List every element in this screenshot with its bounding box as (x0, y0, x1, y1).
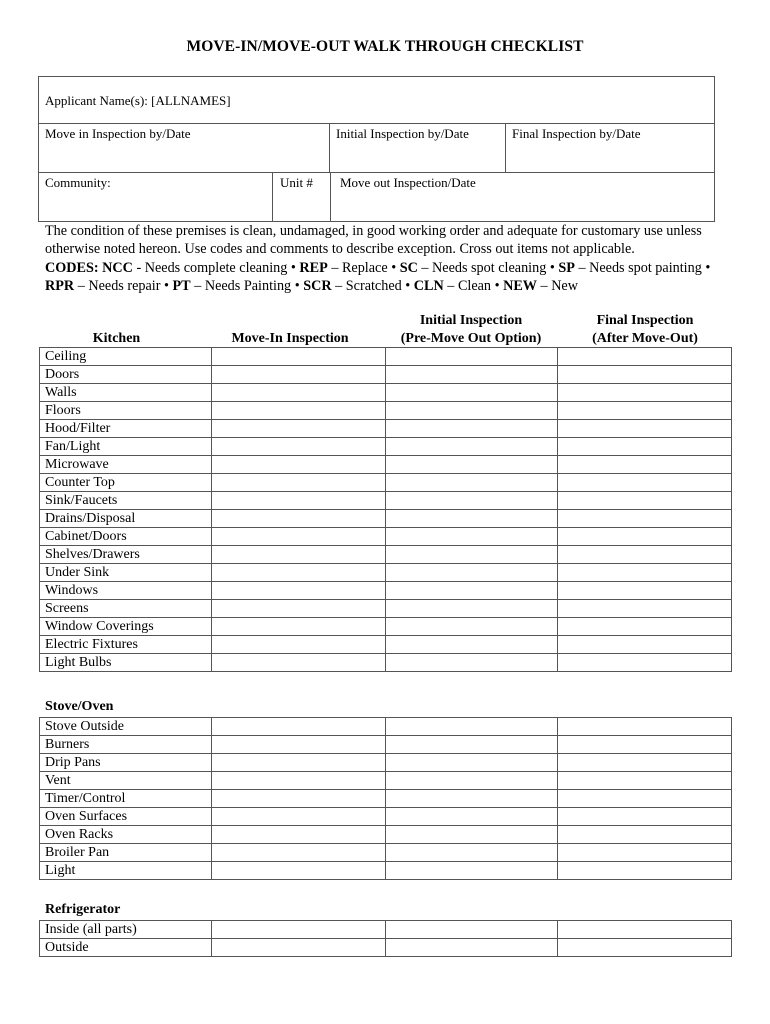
initial-cell[interactable] (386, 510, 558, 528)
table-row (40, 438, 732, 456)
move-in-cell[interactable] (212, 736, 386, 754)
final-cell[interactable] (558, 618, 732, 636)
table-row (40, 402, 732, 420)
move-in-cell[interactable] (212, 826, 386, 844)
move-in-cell[interactable] (212, 600, 386, 618)
move-in-cell[interactable] (212, 564, 386, 582)
item-label: Light (40, 862, 212, 880)
item-label: Oven Racks (40, 826, 212, 844)
table-row (40, 772, 732, 790)
move-in-cell[interactable] (212, 754, 386, 772)
unit-field[interactable]: Unit # (280, 175, 313, 190)
item-label: Hood/Filter (40, 420, 212, 438)
final-cell[interactable] (558, 438, 732, 456)
initial-cell[interactable] (386, 939, 558, 957)
initial-cell[interactable] (386, 348, 558, 366)
item-label: Burners (40, 736, 212, 754)
move-in-cell[interactable] (212, 654, 386, 672)
move-in-cell[interactable] (212, 474, 386, 492)
initial-cell[interactable] (386, 921, 558, 939)
table-row (40, 790, 732, 808)
initial-heading: Initial Inspection (Pre-Move Out Option) (400, 313, 542, 346)
item-label: Windows (40, 582, 212, 600)
table-row (40, 921, 732, 939)
refrigerator-heading: Refrigerator (45, 902, 121, 917)
condition-statement: The condition of these premises is clean, undamaged, in good working order and adequate for customary use unless otherwise noted hereon. Use codes and comments to describe exception. Cross out items not applicable. (45, 223, 702, 258)
final-cell[interactable] (558, 582, 732, 600)
item-label: Oven Surfaces (40, 808, 212, 826)
initial-cell[interactable] (386, 438, 558, 456)
table-row (40, 862, 732, 880)
item-label: Broiler Pan (40, 844, 212, 862)
table-row (40, 474, 732, 492)
item-label: Doors (40, 366, 212, 384)
table-row (40, 582, 732, 600)
final-cell[interactable] (558, 736, 732, 754)
item-label: Sink/Faucets (40, 492, 212, 510)
kitchen-table (39, 347, 732, 672)
final-cell[interactable] (558, 772, 732, 790)
item-label: Ceiling (40, 348, 212, 366)
move-in-cell[interactable] (212, 862, 386, 880)
item-label: Stove Outside (40, 718, 212, 736)
move-in-cell[interactable] (212, 420, 386, 438)
initial-cell[interactable] (386, 492, 558, 510)
item-label: Cabinet/Doors (40, 528, 212, 546)
item-label: Shelves/Drawers (40, 546, 212, 564)
initial-cell[interactable] (386, 384, 558, 402)
initial-cell[interactable] (386, 618, 558, 636)
table-row (40, 844, 732, 862)
stove-oven-heading: Stove/Oven (45, 699, 114, 714)
initial-cell[interactable] (386, 600, 558, 618)
item-label: Screens (40, 600, 212, 618)
initial-cell[interactable] (386, 736, 558, 754)
table-row (40, 654, 732, 672)
item-label: Floors (40, 402, 212, 420)
final-cell[interactable] (558, 546, 732, 564)
final-cell[interactable] (558, 844, 732, 862)
initial-cell[interactable] (386, 844, 558, 862)
move-in-cell[interactable] (212, 790, 386, 808)
table-row (40, 636, 732, 654)
move-in-cell[interactable] (212, 366, 386, 384)
initial-cell[interactable] (386, 564, 558, 582)
item-label: Fan/Light (40, 438, 212, 456)
move-in-cell[interactable] (212, 528, 386, 546)
initial-cell[interactable] (386, 808, 558, 826)
move-in-cell[interactable] (212, 348, 386, 366)
move-in-cell[interactable] (212, 582, 386, 600)
initial-cell[interactable] (386, 654, 558, 672)
final-cell[interactable] (558, 420, 732, 438)
move-in-cell[interactable] (212, 492, 386, 510)
final-cell[interactable] (558, 366, 732, 384)
table-row (40, 600, 732, 618)
final-cell[interactable] (558, 790, 732, 808)
item-label: Light Bulbs (40, 654, 212, 672)
table-row (40, 736, 732, 754)
initial-cell[interactable] (386, 402, 558, 420)
initial-inspection-field[interactable]: Initial Inspection by/Date (336, 126, 469, 141)
move-in-cell[interactable] (212, 456, 386, 474)
move-in-cell[interactable] (212, 718, 386, 736)
move-in-cell[interactable] (212, 808, 386, 826)
table-row (40, 348, 732, 366)
community-field[interactable]: Community: (45, 175, 111, 190)
item-label: Outside (40, 939, 212, 957)
final-cell[interactable] (558, 654, 732, 672)
move-in-heading: Move-In Inspection (231, 331, 349, 346)
table-row (40, 384, 732, 402)
item-label: Walls (40, 384, 212, 402)
table-row (40, 939, 732, 957)
item-label: Counter Top (40, 474, 212, 492)
final-cell[interactable] (558, 510, 732, 528)
move-in-cell[interactable] (212, 618, 386, 636)
applicant-name-field[interactable]: Applicant Name(s): [ALLNAMES] (45, 93, 231, 108)
final-cell[interactable] (558, 348, 732, 366)
initial-cell[interactable] (386, 754, 558, 772)
item-label: Window Coverings (40, 618, 212, 636)
move-in-cell[interactable] (212, 546, 386, 564)
final-cell[interactable] (558, 754, 732, 772)
final-cell[interactable] (558, 402, 732, 420)
move-in-cell[interactable] (212, 772, 386, 790)
item-label: Timer/Control (40, 790, 212, 808)
initial-cell[interactable] (386, 826, 558, 844)
move-in-inspection-field[interactable]: Move in Inspection by/Date (45, 126, 191, 141)
initial-cell[interactable] (386, 582, 558, 600)
condition-paragraph: The condition of these premises is clean, undamaged, in good working order and adequate for customary use unless otherwise noted hereon. Use codes and comments to describe exception. Cross out items not applicable. CODES: NCC - Needs complete cleaning • REP – Replace • SC – Needs spot cleaning • SP – Needs spot painting • RPR – Needs repair • PT – Needs Painting • SCR – Scratched • CLN – Clean • NEW – New (45, 223, 711, 295)
fridge-table (39, 920, 732, 957)
table-row (40, 456, 732, 474)
final-cell[interactable] (558, 636, 732, 654)
item-label: Under Sink (40, 564, 212, 582)
initial-cell[interactable] (386, 862, 558, 880)
table-row (40, 546, 732, 564)
move-in-cell[interactable] (212, 844, 386, 862)
initial-cell[interactable] (386, 636, 558, 654)
stove-table (39, 717, 732, 880)
move-out-inspection-field[interactable]: Move out Inspection/Date (340, 175, 476, 190)
final-cell[interactable] (558, 564, 732, 582)
table-row (40, 492, 732, 510)
initial-cell[interactable] (386, 474, 558, 492)
table-row (40, 510, 732, 528)
final-cell[interactable] (558, 474, 732, 492)
final-cell[interactable] (558, 921, 732, 939)
initial-cell[interactable] (386, 718, 558, 736)
final-cell[interactable] (558, 384, 732, 402)
final-heading: Final Inspection (After Move-Out) (592, 313, 698, 346)
initial-cell[interactable] (386, 546, 558, 564)
final-cell[interactable] (558, 718, 732, 736)
final-cell[interactable] (558, 600, 732, 618)
table-row (40, 754, 732, 772)
final-cell[interactable] (558, 939, 732, 957)
initial-cell[interactable] (386, 366, 558, 384)
table-row (40, 564, 732, 582)
move-in-cell[interactable] (212, 636, 386, 654)
item-label: Drains/Disposal (40, 510, 212, 528)
table-row (40, 366, 732, 384)
table-row (40, 808, 732, 826)
final-cell[interactable] (558, 862, 732, 880)
move-in-cell[interactable] (212, 438, 386, 456)
kitchen-heading: Kitchen (92, 331, 141, 346)
final-cell[interactable] (558, 808, 732, 826)
final-cell[interactable] (558, 826, 732, 844)
table-row (40, 618, 732, 636)
initial-cell[interactable] (386, 420, 558, 438)
table-row (40, 528, 732, 546)
item-label: Inside (all parts) (40, 921, 212, 939)
table-row (40, 420, 732, 438)
final-cell[interactable] (558, 492, 732, 510)
item-label: Electric Fixtures (40, 636, 212, 654)
move-in-cell[interactable] (212, 402, 386, 420)
codes-label: CODES: (45, 259, 99, 276)
final-cell[interactable] (558, 528, 732, 546)
final-inspection-field[interactable]: Final Inspection by/Date (512, 126, 641, 141)
move-in-cell[interactable] (212, 384, 386, 402)
initial-cell[interactable] (386, 528, 558, 546)
move-in-cell[interactable] (212, 921, 386, 939)
page-title: MOVE-IN/MOVE-OUT WALK THROUGH CHECKLIST (186, 38, 584, 55)
item-label: Microwave (40, 456, 212, 474)
table-row (40, 826, 732, 844)
item-label: Vent (40, 772, 212, 790)
move-in-cell[interactable] (212, 939, 386, 957)
final-cell[interactable] (558, 456, 732, 474)
move-in-cell[interactable] (212, 510, 386, 528)
table-row (40, 718, 732, 736)
initial-cell[interactable] (386, 456, 558, 474)
initial-cell[interactable] (386, 790, 558, 808)
item-label: Drip Pans (40, 754, 212, 772)
initial-cell[interactable] (386, 772, 558, 790)
